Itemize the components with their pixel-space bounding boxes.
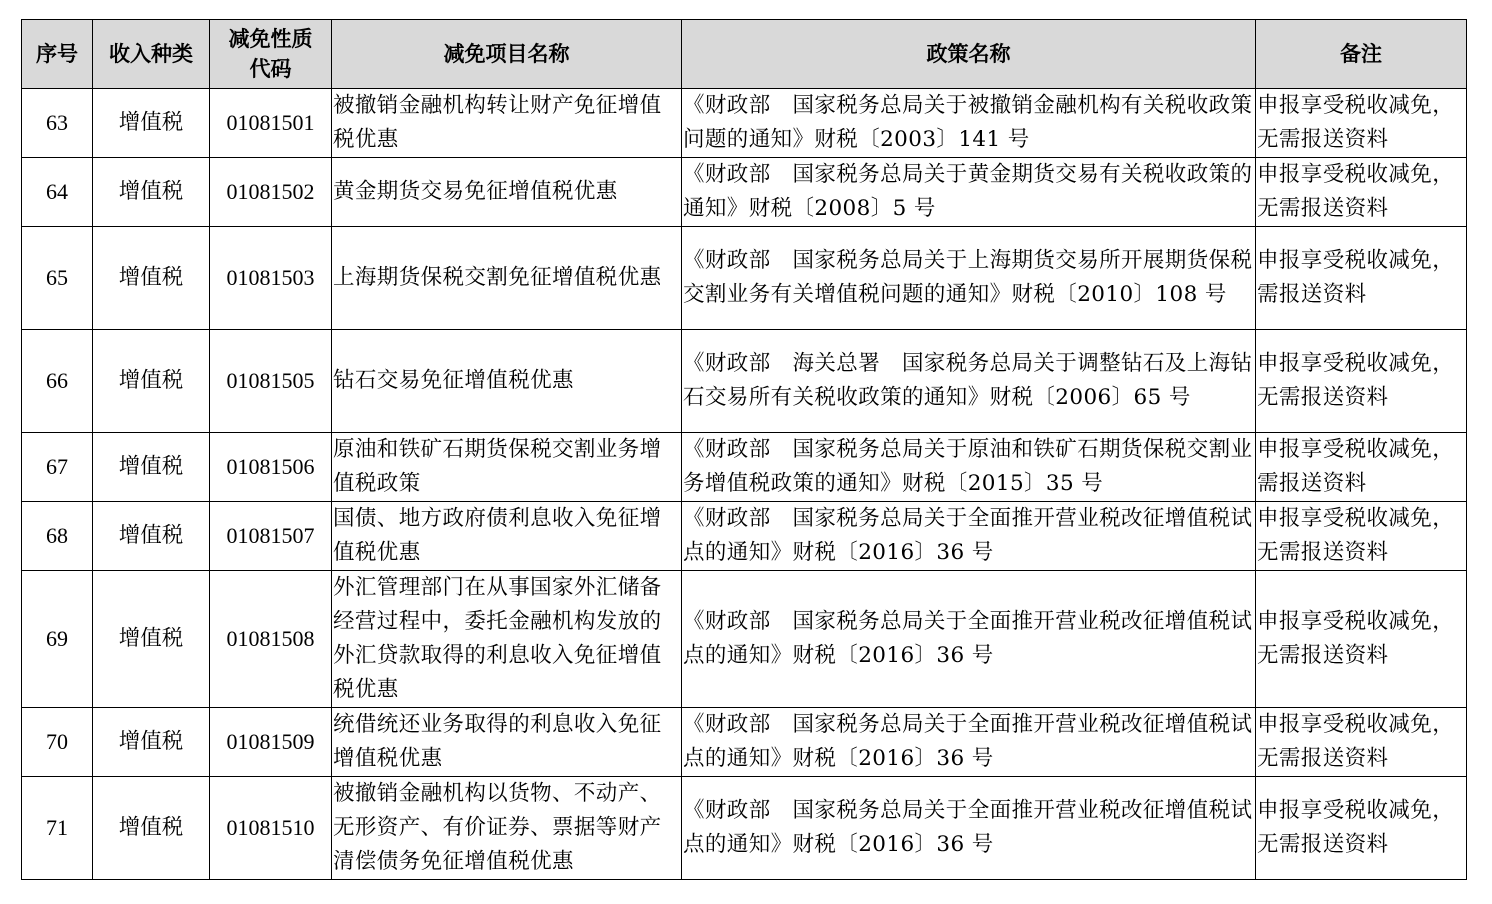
cell-serial-no: 68 [22, 502, 93, 571]
header-remark: 备注 [1256, 20, 1467, 89]
cell-income-category: 增值税 [93, 433, 210, 502]
cell-item-name: 外汇管理部门在从事国家外汇储备经营过程中，委托金融机构发放的外汇贷款取得的利息收入免征增值税优惠 [332, 571, 682, 708]
cell-income-category: 增值税 [93, 158, 210, 227]
cell-policy-name: 《财政部 国家税务总局关于上海期货交易所开展期货保税交割业务有关增值税问题的通知》财税〔2010〕108 号 [682, 227, 1256, 330]
cell-item-name: 上海期货保税交割免征增值税优惠 [332, 227, 682, 330]
cell-policy-name: 《财政部 国家税务总局关于全面推开营业税改征增值税试点的通知》财税〔2016〕36 号 [682, 502, 1256, 571]
cell-income-category: 增值税 [93, 89, 210, 158]
table-row [22, 227, 1467, 330]
cell-relief-code: 01081505 [210, 330, 332, 433]
cell-serial-no: 71 [22, 777, 93, 880]
cell-item-name: 国债、地方政府债利息收入免征增值税优惠 [332, 502, 682, 571]
cell-serial-no: 69 [22, 571, 93, 708]
cell-remark: 申报享受税收减免，无需报送资料 [1256, 158, 1467, 227]
cell-remark: 申报享受税收减免，无需报送资料 [1256, 777, 1467, 880]
cell-item-name: 被撤销金融机构以货物、不动产、无形资产、有价证券、票据等财产清偿债务免征增值税优惠 [332, 777, 682, 880]
table-row [22, 571, 1467, 708]
table-row [22, 777, 1467, 880]
table-row [22, 89, 1467, 158]
table-row [22, 158, 1467, 227]
cell-remark: 申报享受税收减免，需报送资料 [1256, 227, 1467, 330]
cell-serial-no: 66 [22, 330, 93, 433]
cell-item-name: 被撤销金融机构转让财产免征增值税优惠 [332, 89, 682, 158]
cell-item-name: 统借统还业务取得的利息收入免征增值税优惠 [332, 708, 682, 777]
cell-item-name: 原油和铁矿石期货保税交割业务增值税政策 [332, 433, 682, 502]
table-row [22, 502, 1467, 571]
cell-policy-name: 《财政部 国家税务总局关于全面推开营业税改征增值税试点的通知》财税〔2016〕36 号 [682, 708, 1256, 777]
cell-income-category: 增值税 [93, 330, 210, 433]
cell-serial-no: 64 [22, 158, 93, 227]
cell-policy-name: 《财政部 国家税务总局关于黄金期货交易有关税收政策的通知》财税〔2008〕5 号 [682, 158, 1256, 227]
cell-remark: 申报享受税收减免，无需报送资料 [1256, 89, 1467, 158]
cell-policy-name: 《财政部 国家税务总局关于被撤销金融机构有关税收政策问题的通知》财税〔2003〕141 号 [682, 89, 1256, 158]
cell-policy-name: 《财政部 海关总署 国家税务总局关于调整钻石及上海钻石交易所有关税收政策的通知》财税〔2006〕65 号 [682, 330, 1256, 433]
cell-remark: 申报享受税收减免，无需报送资料 [1256, 330, 1467, 433]
cell-policy-name: 《财政部 国家税务总局关于原油和铁矿石期货保税交割业务增值税政策的通知》财税〔2015〕35 号 [682, 433, 1256, 502]
cell-remark: 申报享受税收减免，无需报送资料 [1256, 571, 1467, 708]
cell-income-category: 增值税 [93, 571, 210, 708]
cell-remark: 申报享受税收减免，无需报送资料 [1256, 708, 1467, 777]
cell-income-category: 增值税 [93, 777, 210, 880]
cell-serial-no: 70 [22, 708, 93, 777]
cell-serial-no: 67 [22, 433, 93, 502]
cell-item-name: 黄金期货交易免征增值税优惠 [332, 158, 682, 227]
cell-relief-code: 01081503 [210, 227, 332, 330]
tax-relief-table [21, 19, 1467, 880]
table-row [22, 433, 1467, 502]
header-income-category: 收入种类 [93, 20, 210, 89]
cell-relief-code: 01081510 [210, 777, 332, 880]
header-item-name: 减免项目名称 [332, 20, 682, 89]
cell-relief-code: 01081506 [210, 433, 332, 502]
table-row [22, 330, 1467, 433]
cell-remark: 申报享受税收减免，需报送资料 [1256, 433, 1467, 502]
cell-income-category: 增值税 [93, 708, 210, 777]
cell-relief-code: 01081509 [210, 708, 332, 777]
cell-serial-no: 65 [22, 227, 93, 330]
cell-income-category: 增值税 [93, 502, 210, 571]
header-serial-no: 序号 [22, 20, 93, 89]
cell-relief-code: 01081502 [210, 158, 332, 227]
cell-remark: 申报享受税收减免，无需报送资料 [1256, 502, 1467, 571]
cell-item-name: 钻石交易免征增值税优惠 [332, 330, 682, 433]
cell-relief-code: 01081508 [210, 571, 332, 708]
table-header-row [22, 20, 1467, 89]
cell-policy-name: 《财政部 国家税务总局关于全面推开营业税改征增值税试点的通知》财税〔2016〕36 号 [682, 777, 1256, 880]
header-policy-name: 政策名称 [682, 20, 1256, 89]
cell-relief-code: 01081501 [210, 89, 332, 158]
header-relief-code: 减免性质 代码 [210, 20, 332, 89]
cell-serial-no: 63 [22, 89, 93, 158]
cell-relief-code: 01081507 [210, 502, 332, 571]
cell-income-category: 增值税 [93, 227, 210, 330]
cell-policy-name: 《财政部 国家税务总局关于全面推开营业税改征增值税试点的通知》财税〔2016〕36 号 [682, 571, 1256, 708]
table-row [22, 708, 1467, 777]
